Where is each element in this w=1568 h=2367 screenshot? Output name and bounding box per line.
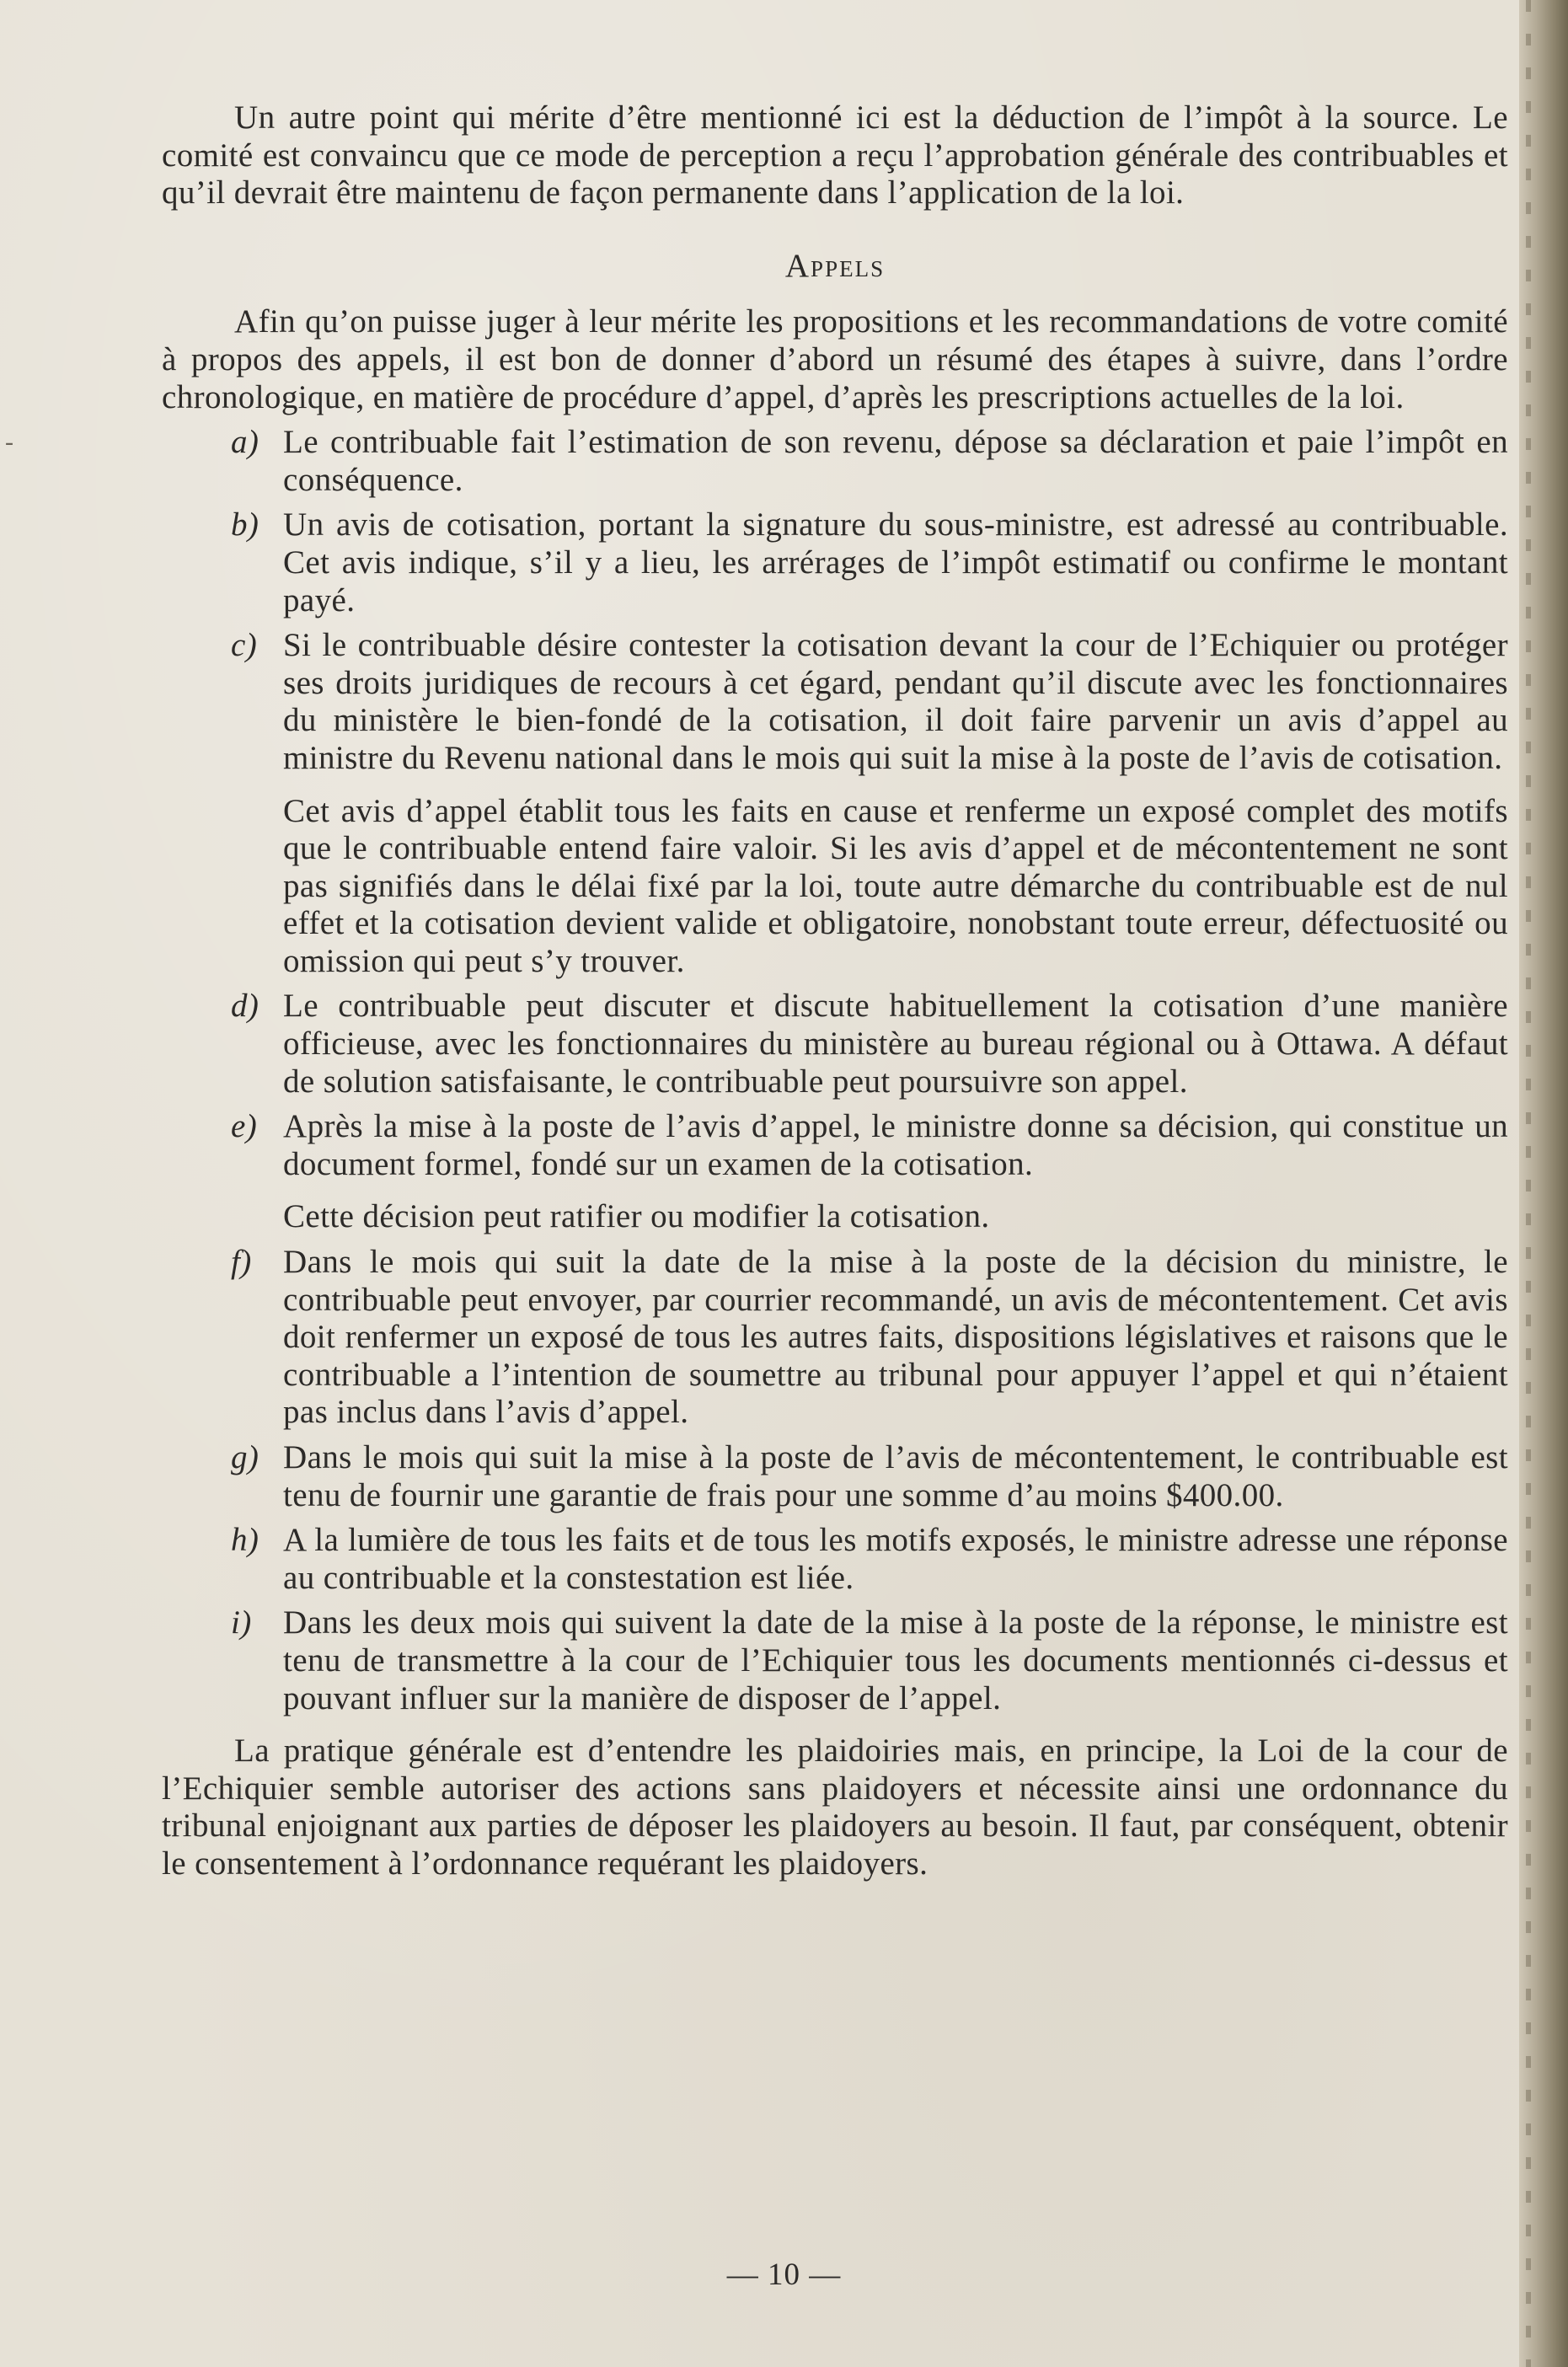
item-text: Si le contribuable désire contester la cotisation devant la cour de l’Echiquier ou protéger ses droits juridiques de recours à cet égard, pendant qu’il discute avec les fonctionnaires du ministère le bien-fondé de la cotisation, il doit faire parvenir un avis d’appel au ministre du Revenu national dans le mois qui suit la mise à la poste de l’avis de cotisation. [283,627,1508,776]
item-label: g) [231,1439,260,1475]
item-label: a) [231,424,260,461]
list-item-f [162,1244,1508,1432]
margin-mark: - [5,428,13,456]
list-item-d [162,988,1508,1100]
item-label: h) [231,1522,260,1559]
section-heading: Appels [784,247,886,284]
closing-paragraph: La pratique générale est d’entendre les plaidoiries mais, en principe, la Loi de la cour de l’Echiquier semble autoriser des actions sans plaidoyers et nécessite ainsi une ordonnance du tribunal enjoignant aux parties de déposer les plaidoyers au besoin. Il faut, par conséquent, obtenir le consentement à l’ordonnance requérant les plaidoyers. [162,1732,1508,1882]
document-body [162,99,1508,1883]
list-item-a [162,424,1508,499]
item-e-continuation: Cette décision peut ratifier ou modifier la cotisation. [283,1198,990,1235]
item-label: d) [231,988,260,1025]
item-label: e) [231,1108,258,1145]
item-text: Après la mise à la poste de l’avis d’appel, le ministre donne sa décision, qui constitue un document formel, fondé sur un examen de la cotisation. [283,1108,1508,1182]
list-item-c [162,627,1508,777]
item-text: Un avis de cotisation, portant la signature du sous-ministre, est adressé au contribuable. Cet avis indique, s’il y a lieu, les arrérages de l’impôt estimatif ou confirme le montant payé. [283,506,1508,619]
item-label: b) [231,506,260,544]
page-number: — 10 — [726,2257,842,2292]
item-text: Le contribuable fait l’estimation de son revenu, dépose sa déclaration et paie l’impôt en conséquence. [283,424,1508,498]
item-text: Le contribuable peut discuter et discute habituellement la cotisation d’une manière officieuse, avec les fonctionnaires du ministère au bureau régional ou à Ottawa. A défaut de solution satisfaisante, le contribuable peut poursuivre son appel. [283,988,1508,1100]
item-text: Dans les deux mois qui suivent la date de la mise à la poste de la réponse, le ministre est tenu de transmettre à la cour de l’Echiquier tous les documents mentionnés ci-dessus et pouvant influer sur la manière de disposer de l’appel. [283,1604,1508,1716]
page-edge-shadow [1519,0,1568,2367]
item-c-continuation: Cet avis d’appel établit tous les faits en cause et renferme un exposé complet des motifs que le contribuable entend faire valoir. Si les avis d’appel et de mécontentement ne sont pas signifiés dans le délai fixé par la loi, toute autre démarche du contribuable est de nul effet et la cotisation devient valide et obligatoire, nonobstant toute erreur, défectuosité ou omission qui peut s’y trouver. [283,792,1508,979]
list-item-e [162,1108,1508,1183]
appeals-intro-paragraph: Afin qu’on puisse juger à leur mérite les propositions et les recommandations de votre comité à propos des appels, il est bon de donner d’abord un résumé des étapes à suivre, dans l’ordre chronologique, en matière de procédure d’appel, d’après les prescriptions actuelles de la loi. [162,303,1508,415]
list-item-b [162,506,1508,619]
item-text: Dans le mois qui suit la mise à la poste de l’avis de mécontentement, le contribuable est tenu de fournir une garantie de frais pour une somme d’au moins $400.00. [283,1439,1508,1513]
procedure-list [162,424,1508,1717]
list-item-i [162,1604,1508,1717]
item-text: Dans le mois qui suit la date de la mise à la poste de la décision du ministre, le contribuable peut envoyer, par courrier recommandé, un avis de mécontentement. Cet avis doit renfermer un exposé de tous les autres faits, dispositions législatives et raisons que le contribuable a l’intention de soumettre au tribunal pour appuyer l’appel et qui n’étaient pas inclus dans l’avis d’appel. [283,1244,1508,1431]
item-text: A la lumière de tous les faits et de tous les motifs exposés, le ministre adresse une réponse au contribuable et la constestation est liée. [283,1522,1508,1596]
item-label: i) [231,1604,252,1641]
item-label: f) [231,1244,252,1281]
list-item-h [162,1522,1508,1597]
list-item-g [162,1439,1508,1514]
intro-paragraph: Un autre point qui mérite d’être mentionné ici est la déduction de l’impôt à la source. Le comité est convaincu que ce mode de perception a reçu l’approbation générale des contribuables et qu’il devrait être maintenu de façon permanente dans l’application de la loi. [162,99,1508,212]
item-label: c) [231,627,258,664]
